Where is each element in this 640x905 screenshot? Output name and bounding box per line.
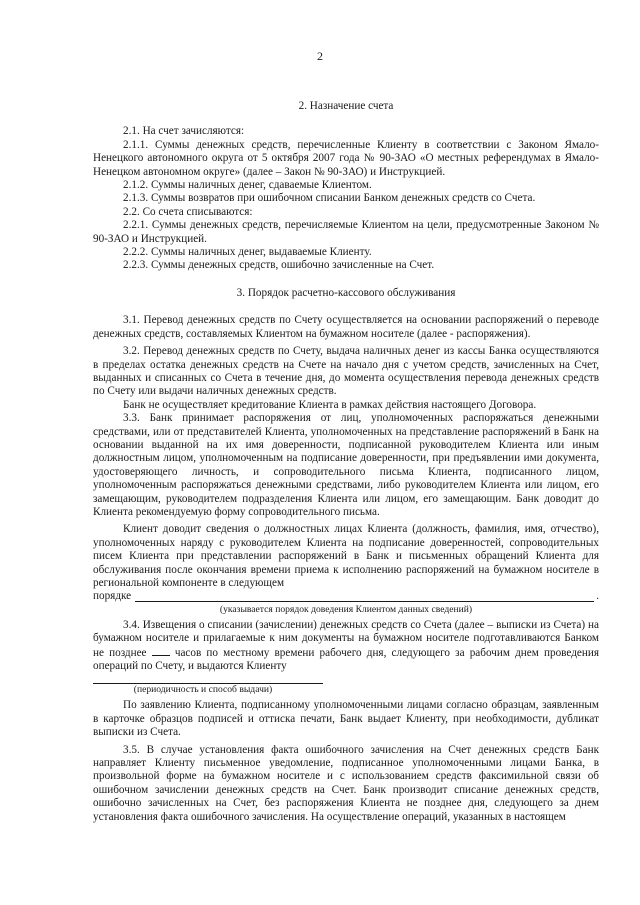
- clause-3-5: 3.5. В случае установления факта ошибочного зачисления на Счет денежных средств Банк направляет Клиенту письменное уведомление, подписанное уполномоченными лицами Банка, в произвольной форме на бумажном носителе и с использованием средств факсимильной связи об ошибочном зачислении денежных средств на Счет. Банк производит списание денежных средств, ошибочно зачисленных на Счет, без распоряжения Клиента не позднее дня, следующего за днем установления факта ошибочного зачисления. На осуществление операций, указанных в настоящем: [93, 743, 599, 823]
- section-2-title: 2. Назначение счета: [298, 100, 394, 112]
- clause-3-2: 3.2. Перевод денежных средств по Счету, выдача наличных денег из кассы Банка осуществляются в пределах остатка денежных средств на Счете на начало дня с учетом средств, зачисленных на Счет, выданных и списанных со Счета в течение дня, до момента осуществления перевода денежных средств по Счету или выдачи наличных денежных средств.: [93, 345, 599, 398]
- clause-3-3-b: Клиент доводит сведения о должностных лицах Клиента (должность, фамилия, имя, отчество), уполномоченных наряду с руководителем Клиента на подписание доверенностей, сопроводительных писем Клиента при представлении распоряжений в Банк и письменных обращений Клиента для обслуживания после окончания времени приема к исполнению распоряжений на бумажном носителе в региональной компоненте в следующем: [93, 523, 599, 589]
- clause-3-1: 3.1. Перевод денежных средств по Счету осуществляется на основании распоряжений о переводе денежных средств, составляемых Клиентом на бумажном носителе (далее - распоряжения).: [93, 314, 599, 340]
- hours-blank: [152, 646, 170, 656]
- clause-2-2-3: 2.2.3. Суммы денежных средств, ошибочно зачисленные на Счет.: [123, 259, 435, 272]
- clause-2-1-2: 2.1.2. Суммы наличных денег, сдаваемые Клиентом.: [123, 179, 372, 192]
- page-number: 2: [317, 49, 323, 63]
- delivery-blank-line: [93, 673, 323, 684]
- clause-2-1-1: 2.1.1. Суммы денежных средств, перечисленные Клиенту в соответствии с Законом Ямало-Ненецкого автономного округа от 5 октября 2007 года № 90-ЗАО «О местных референдумах в Ямало-Ненецком автономном округе» (далее – Закон № 90-ЗАО) и Инструкцией.: [93, 138, 599, 178]
- clause-3-4-part-a: 3.4. Извещения о списании (зачислении) денежных средств со Счета (далее – выписки из Счета) на бумажном носителе и прилагаемые к ним документы на бумажном носителе подготавливаются Банком не позднее: [93, 618, 599, 659]
- clause-2-1: 2.1. На счет зачисляются:: [123, 125, 245, 138]
- clause-3-3: 3.3. Банк принимает распоряжения от лиц, уполномоченных распоряжаться денежными средствами, или от представителей Клиента, уполномоченных на представление распоряжений в Банк на основании выданной на их имя доверенности, подписанной руководителем Клиента или иным должностным лицом, уполномоченным на подписание доверенности, при предъявлении ими документа, удостоверяющего личность, и сопроводительного письма Клиента, подписанного лицом, уполномоченным распоряжаться денежными средствами, либо руководителем Клиента или лицом, его замещающим, руководителем подразделения Клиента или лицом, его замещающим. Банк доводит до Клиента рекомендуемую форму сопроводительного письма.: [93, 412, 599, 518]
- clause-3-4-part-b: часов по местному времени рабочего дня, следующего за рабочим днем проведения операций по Счету, и выдаются Клиенту: [93, 646, 599, 673]
- order-caption: (указывается порядок доведения Клиентом данных сведений): [219, 603, 473, 615]
- delivery-caption: (периодичность и способ выдачи): [133, 684, 273, 696]
- clause-2-2-1: 2.2.1. Суммы денежных средств, перечисляемые Клиентом на цели, предусмотренные Законом № 90-ЗАО и Инструкцией.: [93, 219, 599, 245]
- clause-2-2-2: 2.2.2. Суммы наличных денег, выдаваемые Клиенту.: [123, 246, 372, 259]
- clause-2-1-3: 2.1.3. Суммы возвратов при ошибочном списании Банком денежных средств со Счета.: [123, 192, 536, 205]
- clause-3-2-note: Банк не осуществляет кредитование Клиента в рамках действия настоящего Договора.: [123, 398, 537, 411]
- document-body: [93, 100, 599, 824]
- order-label: порядке: [93, 590, 132, 603]
- section-3-title: 3. Порядок расчетно-кассового обслуживания: [236, 286, 456, 299]
- fill-line-order: порядке .: [93, 590, 599, 603]
- clause-3-4: [93, 619, 599, 674]
- order-blank-line: [135, 591, 594, 602]
- clause-3-4-c: По заявлению Клиента, подписанному уполномоченными лицами согласно образцам, заявленным в карточке образцов подписей и оттиска печати, Банк выдает Клиенту, при необходимости, дубликат выписки из Счета.: [93, 699, 599, 739]
- clause-2-2: 2.2. Со счета списываются:: [123, 205, 253, 218]
